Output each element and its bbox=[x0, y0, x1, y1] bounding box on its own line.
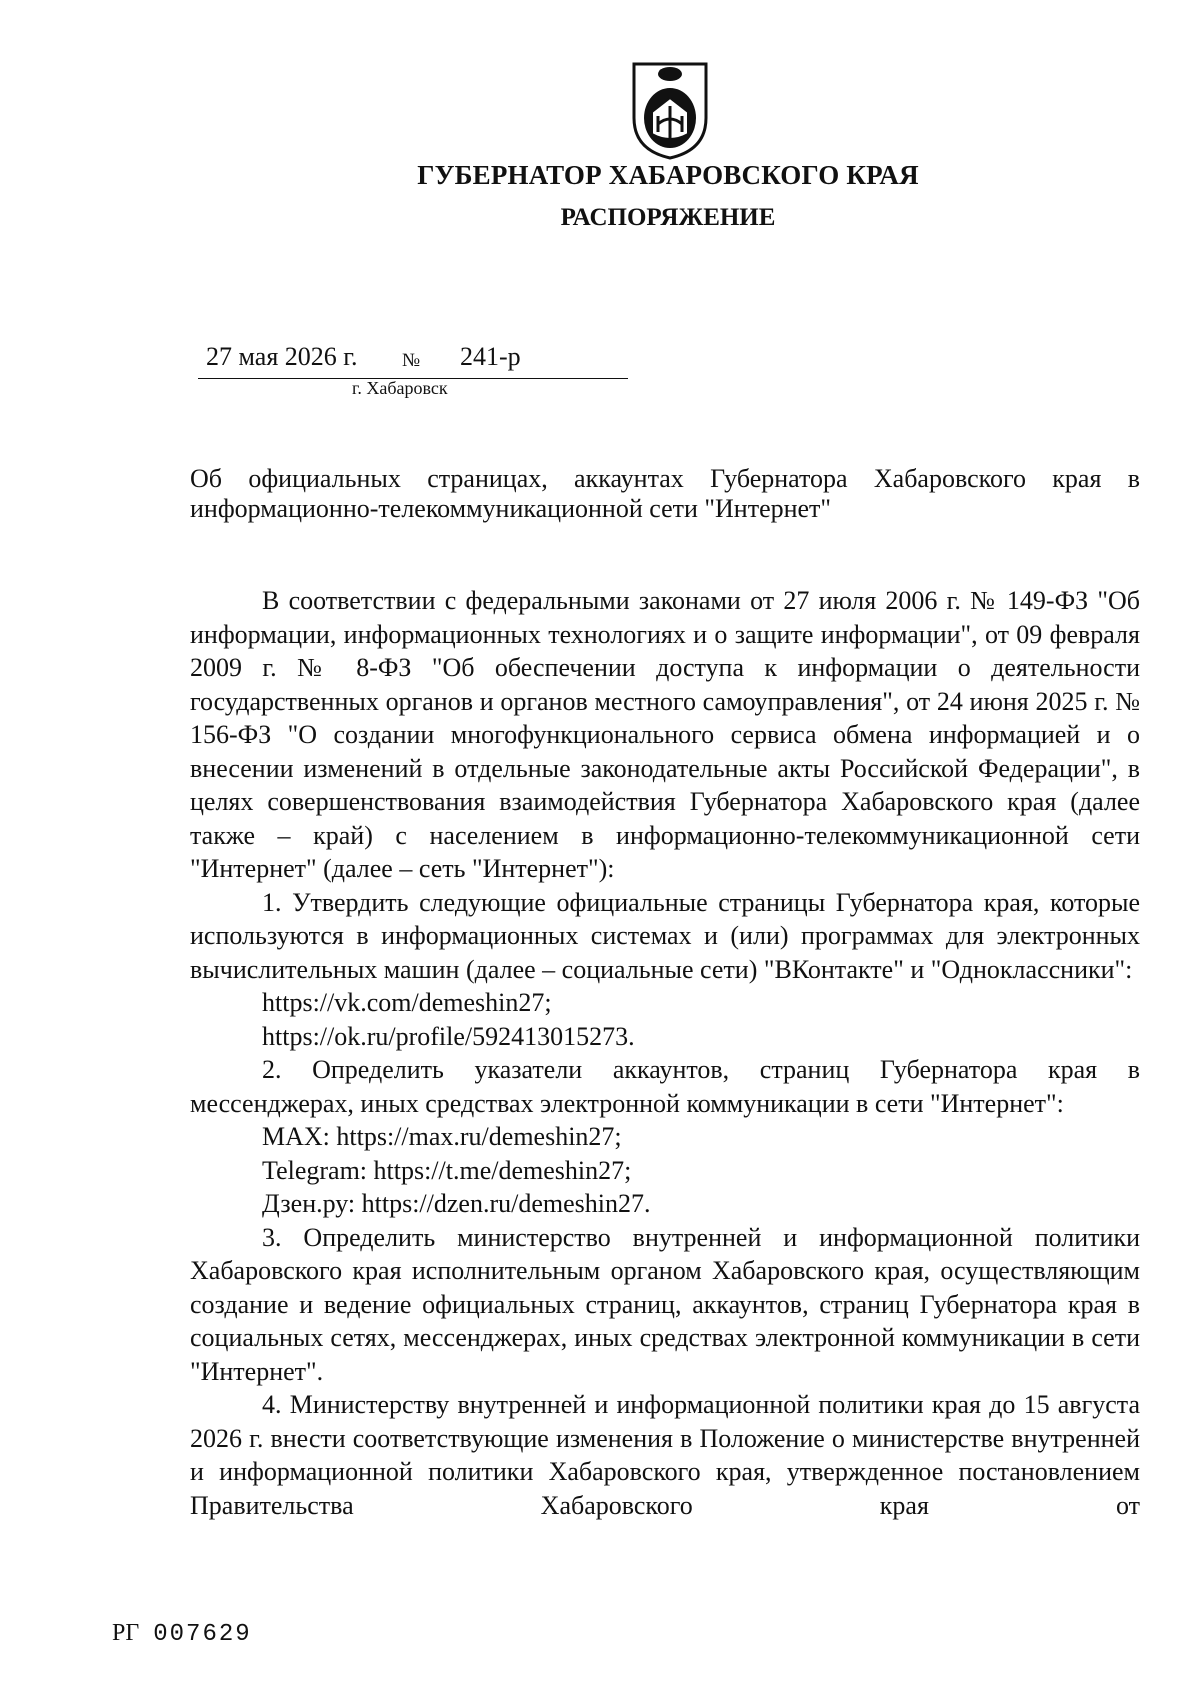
document-body bbox=[190, 584, 1140, 1522]
item-1-paragraph: 1. Утвердить следующие официальные страницы Губернатора края, которые используются в информационных системах и (или) программах для электронных вычислительных машин (далее – социальные сети) "ВКонтакте" и "Одноклассники": bbox=[190, 887, 1140, 984]
preamble-paragraph: В соответствии с федеральными законами от 27 июля 2006 г. № 149-ФЗ "Об информации, информационных технологиях и о защите информации", от 09 февраля 2009 г. № 8-ФЗ "Об обеспечении доступа к информации о деятельности государственных органов и органов местного самоуправления", от 24 июня 2025 г. № 156-ФЗ "О создании многофункционального сервиса обмена информацией и о внесении изменений в отдельные законодательные акты Российской Федерации", в целях совершенствования взаимодействия Губернатора Хабаровского края (далее также – край) с населением в информационно-телекоммуникационной сети "Интернет" (далее – сеть "Интернет"): bbox=[190, 586, 1140, 883]
document-number: 241-р bbox=[460, 342, 521, 371]
item-4-paragraph: 4. Министерству внутренней и информационной политики края до 15 августа 2026 г. внести соответствующие изменения в Положение о министерстве внутренней и информационной политики Хабаровского края, утвержденное постановлением Правительства Хабаровского края от bbox=[190, 1390, 1140, 1520]
serial-prefix: РГ bbox=[112, 1620, 140, 1646]
item-2-paragraph: 2. Определить указатели аккаунтов, страниц Губернатора края в мессенджерах, иных средствах электронной коммуникации в сети "Интернет": bbox=[190, 1055, 1140, 1118]
coat-of-arms-icon bbox=[628, 58, 712, 162]
form-serial-code bbox=[112, 1620, 252, 1648]
dzen-link: Дзен.ру: https://dzen.ru/demeshin27. bbox=[262, 1189, 651, 1218]
number-label: № bbox=[402, 350, 421, 371]
issuer-title: ГУБЕРНАТОР ХАБАРОВСКОГО КРАЯ bbox=[417, 160, 919, 190]
serial-number: 007629 bbox=[153, 1621, 252, 1648]
item-3-paragraph: 3. Определить министерство внутренней и информационной политики Хабаровского края исполнительным органом Хабаровского края, осуществляющим создание и ведение официальных страниц, аккаунтов, страниц Губернатора края в социальных сетях, мессенджерах, иных средствах электронной коммуникации в сети "Интернет". bbox=[190, 1222, 1140, 1386]
document-subject: Об официальных страницах, аккаунтах Губернатора Хабаровского края в информационно-телекоммуникационной сети "Интернет" bbox=[190, 464, 1140, 523]
document-type: РАСПОРЯЖЕНИЕ bbox=[560, 204, 776, 231]
document-city: г. Хабаровск bbox=[352, 378, 448, 398]
document-date: 27 мая 2026 г. bbox=[206, 342, 358, 371]
vk-link: https://vk.com/demeshin27; bbox=[262, 988, 552, 1017]
telegram-link: Telegram: https://t.me/demeshin27; bbox=[262, 1155, 632, 1185]
ok-link: https://ok.ru/profile/592413015273. bbox=[262, 1021, 635, 1051]
max-link: MAX: https://max.ru/demeshin27; bbox=[262, 1122, 622, 1151]
date-number-line bbox=[198, 342, 628, 379]
